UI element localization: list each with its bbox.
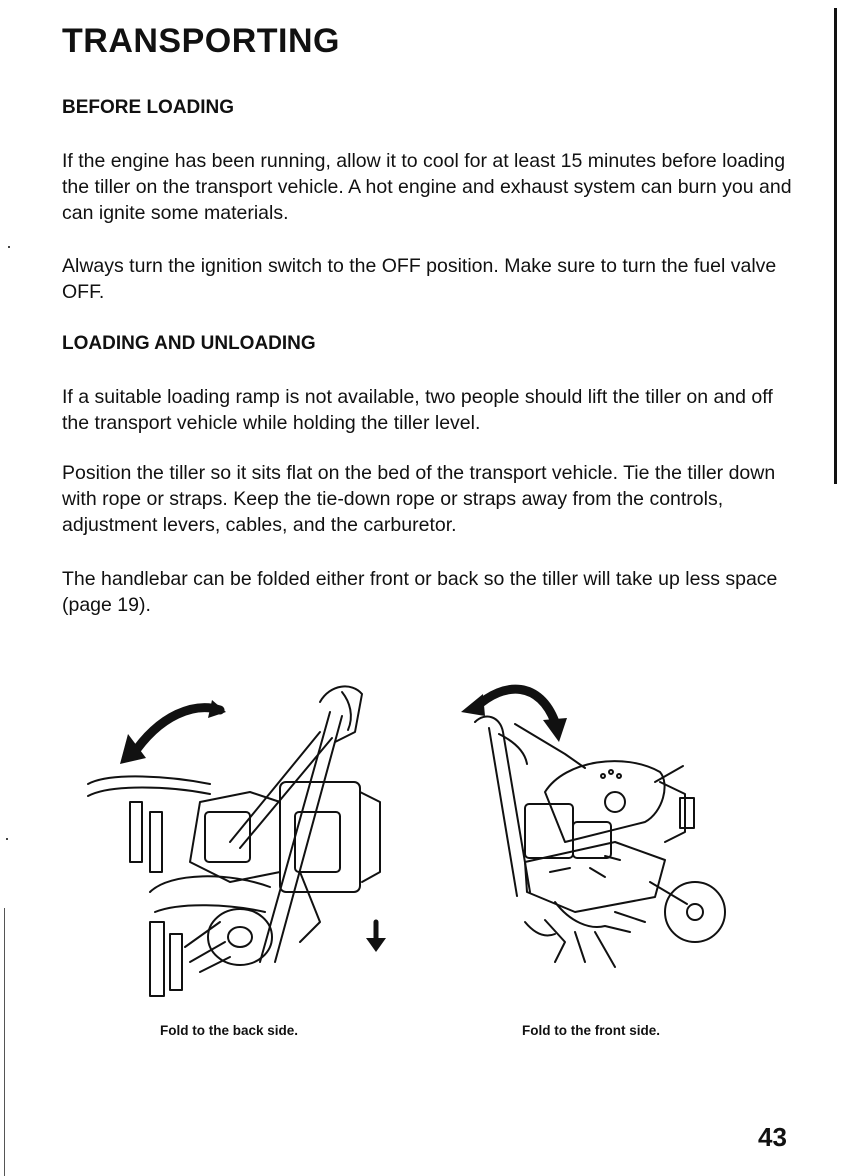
tiller-folded-back-illustration [80,672,400,1002]
scan-speck [8,246,10,248]
paragraph: The handlebar can be folded either front or back so the tiller will take up less space (page 19). [62,568,778,616]
paragraph: If the engine has been running, allow it to cool for at least 15 minutes before loading the tiller on the transport vehicle. A hot engine and exhaust system can burn you and can ignite some materials. [62,150,792,224]
paragraph: Position the tiller so it sits flat on the bed of the transport vehicle. Tie the tiller down with rope or straps. Keep the tie-down rope or straps away from the controls, adjustment levers, cables, and the carburetor. [62,462,776,536]
figure-caption-front: Fold to the front side. [522,1023,660,1038]
paragraph: Always turn the ignition switch to the OFF position. Make sure to turn the fuel valve OFF. [62,255,777,303]
section-heading-before-loading: BEFORE LOADING [62,97,235,118]
scan-speck [6,838,8,840]
figure-caption-back: Fold to the back side. [160,1023,299,1038]
section-heading-loading-unloading: LOADING AND UNLOADING [62,333,316,354]
page-number: 43 [758,1122,787,1152]
tiller-folded-front-illustration [455,672,735,992]
page-edge-line [834,8,837,484]
paragraph: If a suitable loading ramp is not available, two people should lift the tiller on and off the transport vehicle while holding the tiller level. [62,386,773,434]
page-edge-line-left [4,908,5,1176]
page-title: TRANSPORTING [62,22,340,60]
